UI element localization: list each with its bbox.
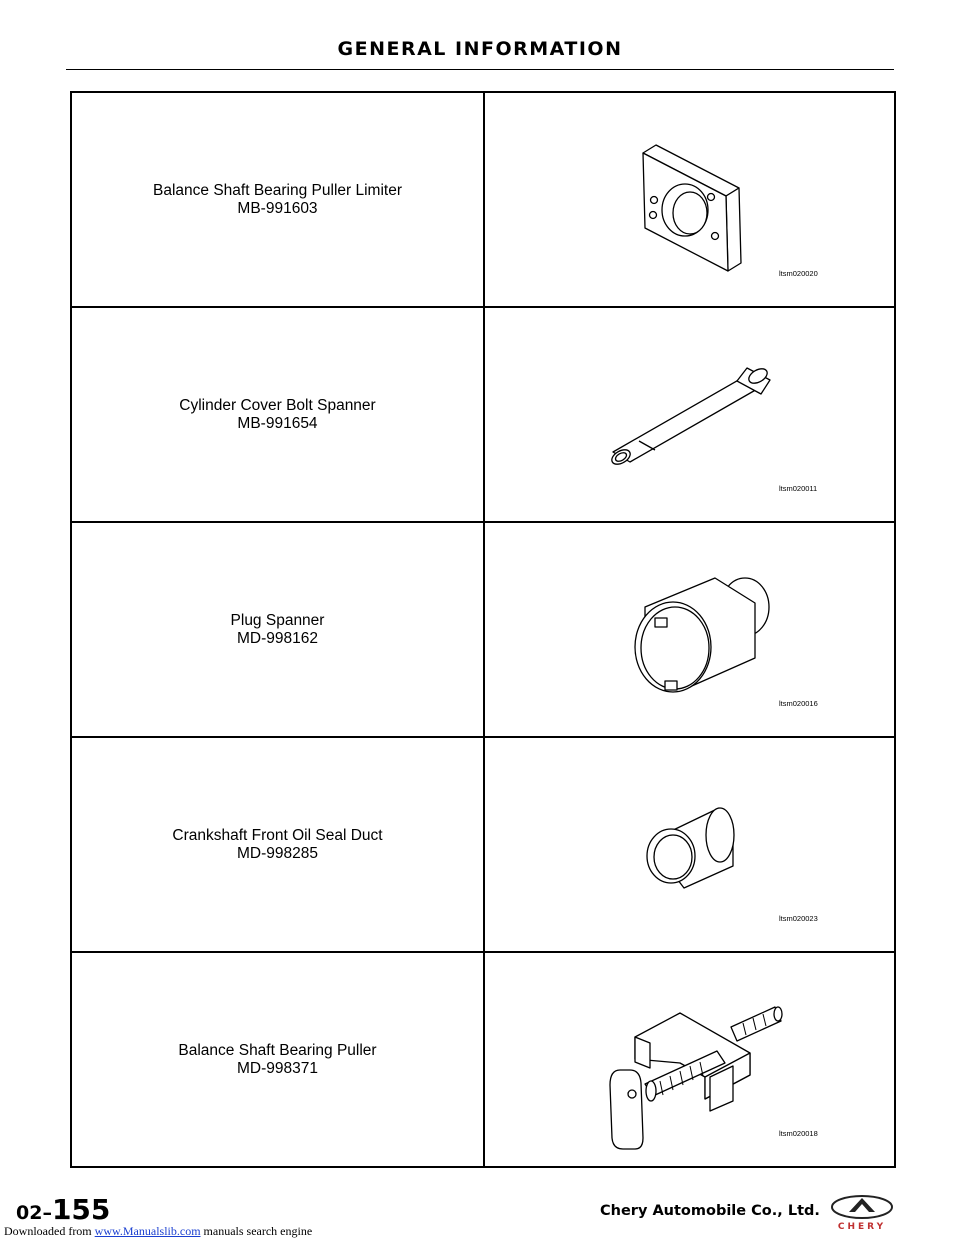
tool-name-cell <box>71 307 484 522</box>
page-number <box>16 1193 110 1226</box>
tool-name: Balance Shaft Bearing Puller <box>178 1041 377 1059</box>
tool-image-cell <box>484 92 895 307</box>
table-row <box>71 522 895 737</box>
table-row <box>71 952 895 1167</box>
tool-image-cell <box>484 522 895 737</box>
tool-part-number: MD-998162 <box>237 629 318 647</box>
figure-id: ltsm020020 <box>779 269 818 278</box>
figure-id: ltsm020016 <box>779 699 818 708</box>
manualslib-link[interactable]: www.Manualslib.com <box>94 1224 201 1238</box>
figure-id: ltsm020018 <box>779 1129 818 1138</box>
tool-image-cell <box>484 952 895 1167</box>
page-number-value: 155 <box>51 1193 111 1226</box>
tool-image-cell <box>484 307 895 522</box>
bearing-puller-icon <box>485 953 897 1166</box>
tool-name-cell <box>71 737 484 952</box>
chery-logo-icon <box>829 1194 895 1232</box>
company-name: Chery Automobile Co., Ltd. <box>600 1203 820 1219</box>
download-source <box>4 1224 312 1239</box>
tool-name-cell <box>71 952 484 1167</box>
tool-name-cell <box>71 522 484 737</box>
download-prefix: Downloaded from <box>4 1224 95 1238</box>
tool-part-number: MD-998371 <box>237 1059 318 1077</box>
table-row <box>71 307 895 522</box>
page-header-title: GENERAL INFORMATION <box>337 38 623 60</box>
spanner-bar-icon <box>485 308 897 521</box>
tool-part-number: MD-998285 <box>237 844 318 862</box>
seal-sleeve-icon <box>485 738 897 951</box>
tool-name: Crankshaft Front Oil Seal Duct <box>172 826 383 844</box>
limiter-plate-icon <box>485 93 897 306</box>
tool-part-number: MB-991654 <box>237 414 318 432</box>
plug-socket-icon <box>485 523 897 736</box>
table-row <box>71 92 895 307</box>
tool-name: Plug Spanner <box>230 611 325 629</box>
tool-image-cell <box>484 737 895 952</box>
figure-id: ltsm020023 <box>779 914 818 923</box>
page-prefix: 02– <box>16 1202 52 1224</box>
download-suffix: manuals search engine <box>200 1224 313 1238</box>
tool-part-number: MB-991603 <box>237 199 318 217</box>
tool-name: Cylinder Cover Bolt Spanner <box>179 396 376 414</box>
logo-text: CHERY <box>837 1222 887 1232</box>
figure-id: ltsm020011 <box>779 484 818 493</box>
tool-name: Balance Shaft Bearing Puller Limiter <box>153 181 402 199</box>
header-rule <box>66 69 894 70</box>
table-row <box>71 737 895 952</box>
special-tools-table <box>70 91 896 1168</box>
tool-name-cell <box>71 92 484 307</box>
